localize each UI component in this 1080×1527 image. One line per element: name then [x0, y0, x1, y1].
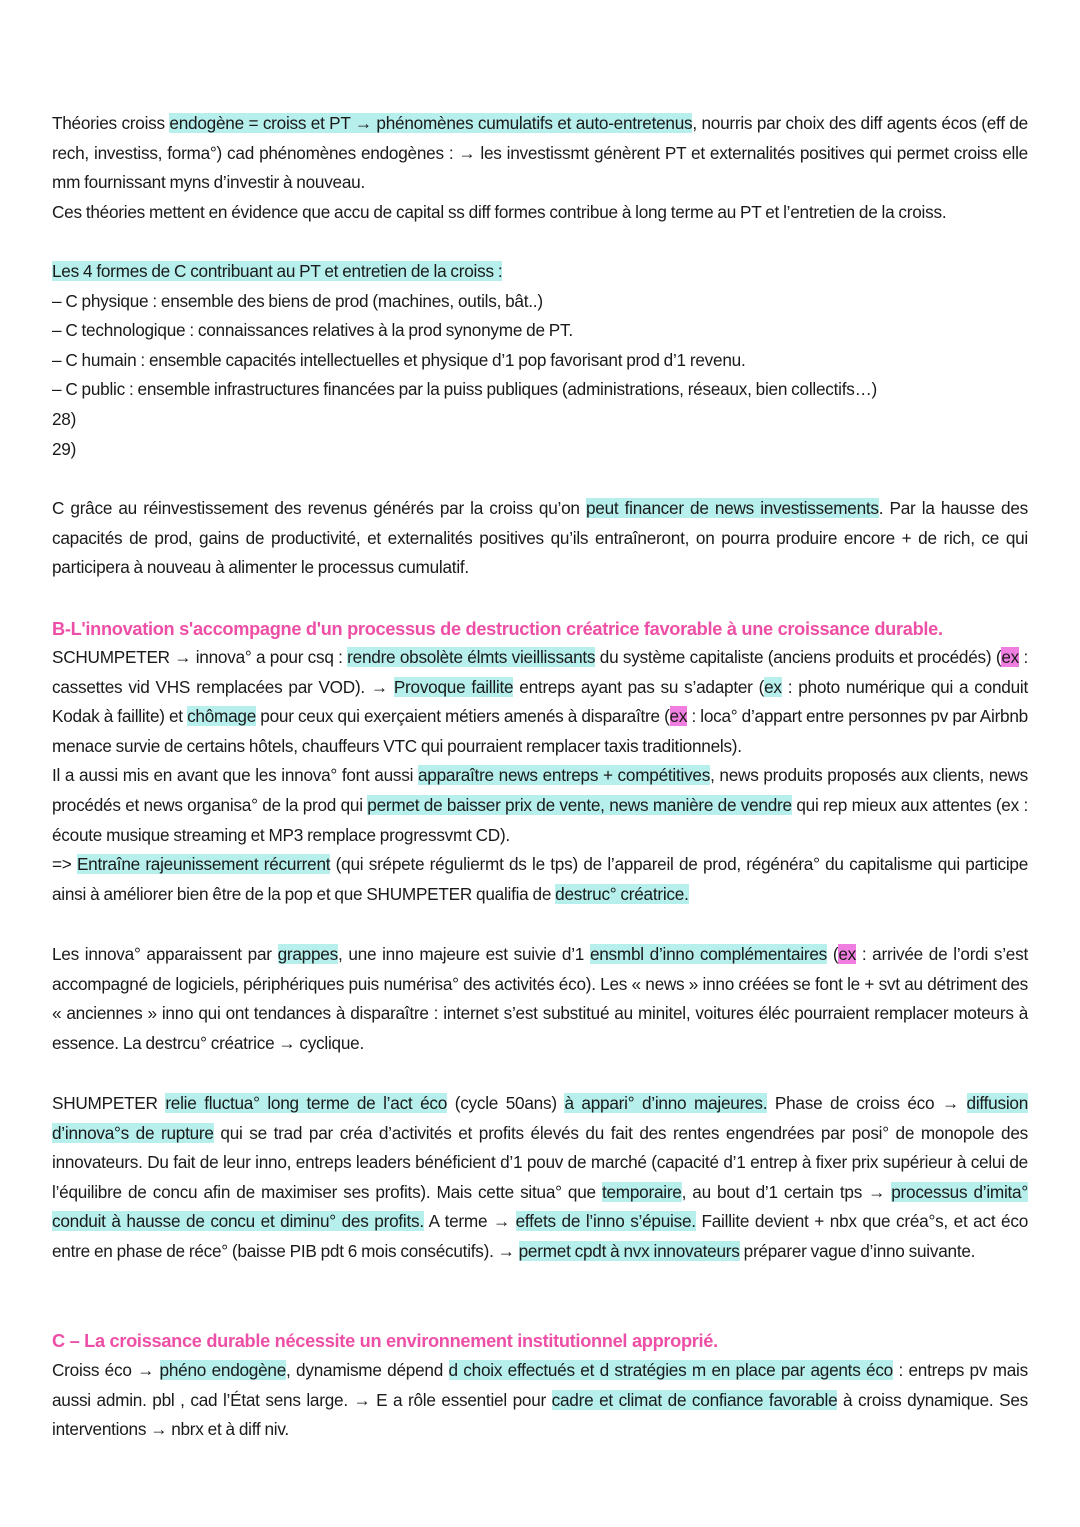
list-item: – C technologique : connaissances relatives à la prod synonyme de PT. [52, 320, 573, 341]
text: Les innova° apparaissent par [52, 944, 278, 964]
highlight: processus d’imita° conduit à hausse de concu et diminu° des profits. [52, 1181, 1028, 1232]
highlight: cadre et climat de confiance favorable [551, 1389, 838, 1410]
text: C grâce au réinvestissement des revenus générés par la croiss qu’on [52, 498, 586, 518]
highlight: d choix effectués et d stratégies m en place par agents éco [448, 1360, 893, 1380]
text: : entreps pv mais aussi admin. pbl , cad l’État sens large. → E a rôle essentiel pour [52, 1360, 1028, 1410]
text: , dynamisme dépend [286, 1360, 449, 1380]
text: qui se trad par créa d’activités et profits élevés du fait des rentes engendrées par posi° de monopole des innovateurs. Du fait de leur inno, entreps leaders bénéficient d’1 pouv de marché (capacité d’1 entrep à fixer prix supérieur à celui de l’équilibre de concu afin de maximiser ses profits). Mais cette situa° que [52, 1122, 1028, 1202]
text: : cassettes vid VHS remplacées par VOD). → [52, 647, 1028, 697]
text: pour ceux qui exerçaient métiers amenés à disparaître ( [256, 706, 670, 727]
highlight: permet de baisser prix de vente, news manière de vendre [367, 794, 792, 815]
highlight: permet cpdt à nvx innovateurs [518, 1240, 740, 1261]
text: , news produits proposés aux clients, news procédés et news organisa° de la prod qui [52, 765, 1029, 815]
text: qui rep mieux aux attentes (ex : écoute musique streaming et MP3 remplace progressvmt CD). [52, 794, 1028, 845]
text: A terme → [423, 1211, 516, 1232]
text: SHUMPETER [52, 1093, 166, 1113]
text: Faillite devient + nbx que créa°s, et act éco entre en phase de réce° (baisse PIB pdt 6 mois consécutifs). → [52, 1211, 1029, 1261]
highlight: phéno endogène [159, 1360, 287, 1380]
highlight: chômage [187, 706, 257, 727]
highlight: Entraîne rajeunissement récurrent [76, 854, 331, 875]
highlight: relie fluctua° long terme de l’act éco [165, 1093, 448, 1113]
capital-forms-list [52, 257, 1028, 464]
section-b-body [52, 643, 1028, 909]
highlight: endogène = croiss et PT → phénomènes cumulatifs et auto-entretenus [169, 113, 693, 133]
example-tag: ex [1001, 647, 1019, 667]
list-item: – C public : ensemble infrastructures financées par la puiss publiques (administrations, réseaux, bien collectifs…) [52, 379, 877, 400]
text: Théories croiss [52, 113, 170, 133]
text: Ces théories mettent en évidence que accu de capital ss diff formes contribue à long terme au PT et l’entretien de la croiss. [52, 201, 947, 222]
paragraph-long-cycles [52, 1089, 1028, 1267]
text: ( [827, 944, 839, 964]
text: Phase de croiss éco → [767, 1093, 967, 1113]
text: : loca° d’appart entre personnes pv par Airbnb menace survie de certains hôtels, chauffeurs VTC qui pourraient remplacer taxis traditionnels). [52, 706, 1028, 756]
text: , une inno majeure est suivie d’1 [337, 944, 590, 964]
list-item: 28) [52, 408, 77, 429]
list-item: 29) [52, 438, 77, 459]
highlight: peut financer de news investissements [585, 498, 879, 518]
text: (cycle 50ans) [447, 1093, 565, 1113]
text: préparer vague d’inno suivante. [739, 1240, 976, 1261]
highlight: temporaire [601, 1181, 682, 1202]
example-tag: ex [838, 944, 856, 964]
text: du système capitaliste (anciens produits et procédés) ( [595, 647, 1002, 667]
text: (qui srépete réguliermt ds le tps) de l’appareil de prod, régénéra° du capitalisme qui participe ainsi à améliorer bien être de la pop et que SHUMPETER qualifia de [52, 854, 1029, 904]
text: : arrivée de l’ordi s’est accompagné de logiciels, périphériques puis numérisa° des activités éco). Les « news » inno créées se font le + svt au détriment des « anciennes » inno qui ont tendances à disparaître : internet s’est substitué au minitel, voitures éléc pourraient remplacer moteurs à essence. La destrcu° créatrice → cyclique. [52, 944, 1028, 1053]
text: . Par la hausse des capacités de prod, gains de productivité, et externalités positives qu’ils entraîneront, on pourra produire encore + de rich, ce qui participera à nouveau à alimenter le processus cumulatif. [52, 498, 1028, 578]
highlight: effets de l’inno s’épuise. [515, 1211, 696, 1232]
highlight: Provoque faillite [393, 676, 514, 697]
text: , au bout d’1 certain tps → [681, 1181, 892, 1202]
paragraph-reinvestment [52, 494, 1028, 583]
section-c-body [52, 1356, 1028, 1445]
highlight: à appari° d’inno majeures. [564, 1093, 768, 1113]
text: entreps ayant pas su s’adapter ( [513, 676, 765, 697]
text: , nourris par choix des diff agents écos (eff de rech, investiss, forma°) cad phénomènes endogènes : → les investissmt génèrent PT et externalités positives qui permet croiss elle mm fournissant myns d’investir à nouveau. [52, 113, 1028, 193]
highlight: diffusion d’innova°s de rupture [52, 1093, 1029, 1143]
section-heading-c: C – La croissance durable nécessite un environnement institutionnel approprié. [52, 1331, 718, 1351]
highlight: ensmbl d’inno complémentaires [589, 944, 828, 964]
text: : photo numérique qui a conduit Kodak à faillite) et [52, 676, 1028, 727]
list-item: – C humain : ensemble capacités intellectuelles et physique d’1 pop favorisant prod d’1 revenu. [52, 349, 746, 370]
example-tag: ex [669, 706, 688, 727]
example-tag: ex [764, 676, 782, 697]
highlight: rendre obsolète élmts vieillissants [347, 647, 596, 667]
text: SCHUMPETER → innova° a pour csq : [52, 647, 348, 667]
highlight: grappes [277, 944, 338, 964]
highlight: destruc° créatrice. [555, 883, 689, 904]
text: Il a aussi mis en avant que les innova° font aussi [52, 765, 418, 786]
list-item: – C physique : ensemble des biens de prod (machines, outils, bât..) [52, 290, 543, 311]
paragraph-clusters [52, 940, 1028, 1058]
text: à croiss dynamique. Ses interventions → nbrx et à diff niv. [52, 1389, 1028, 1440]
section-heading-b: B-L'innovation s'accompagne d'un processus de destruction créatrice favorable à une croissance durable. [52, 619, 943, 639]
paragraph-endogenous-growth [52, 109, 1028, 227]
text: => [52, 854, 77, 875]
list-title: Les 4 formes de C contribuant au PT et entretien de la croiss : [52, 261, 503, 281]
text: Croiss éco → [52, 1360, 160, 1380]
highlight: apparaître news entreps + compétitives [418, 765, 711, 786]
